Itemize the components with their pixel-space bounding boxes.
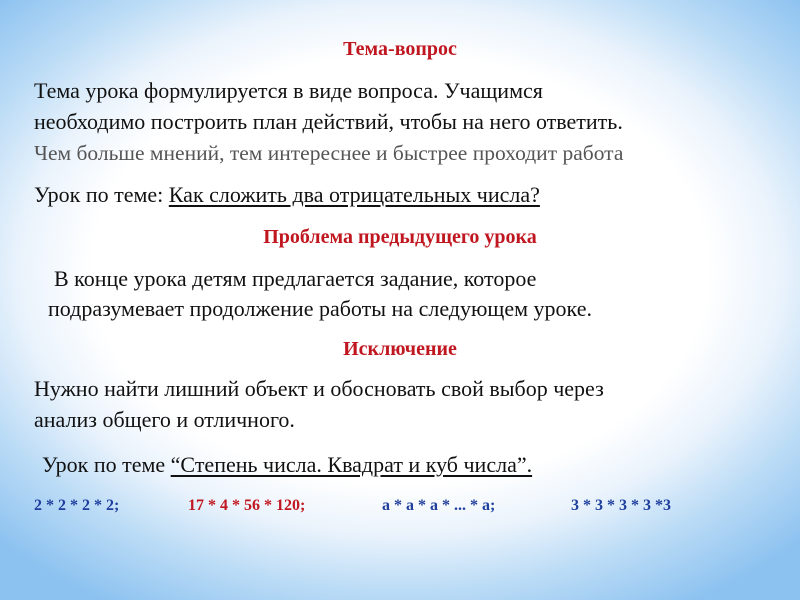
- example-topic: “Степень числа. Квадрат и куб числа”.: [170, 452, 533, 477]
- exclusion-line-2: анализ общего и отличного.: [34, 407, 295, 432]
- topic-question-line-3: Чем больше мнений, тем интереснее и быстрее проходит работа: [34, 141, 624, 165]
- heading-topic-question: Тема-вопрос: [343, 38, 457, 60]
- heading-exclusion: Исключение: [343, 338, 457, 360]
- exclusion-example: [42, 451, 532, 478]
- example-prefix: Урок по теме:: [34, 182, 169, 207]
- topic-question-example: [34, 181, 540, 208]
- heading-previous-lesson-problem: Проблема предыдущего урока: [263, 226, 537, 248]
- formula-2: 17 * 4 * 56 * 120;: [188, 497, 306, 514]
- exclusion-line-1: Нужно найти лишний объект и обосновать свой выбор через: [34, 376, 604, 401]
- example-prefix: Урок по теме: [42, 452, 171, 477]
- formula-3: a * a * a * ... * a;: [382, 497, 496, 514]
- previous-lesson-line-2: подразумевает продолжение работы на следующем уроке.: [48, 296, 592, 321]
- formula-1: 2 * 2 * 2 * 2;: [34, 497, 120, 514]
- topic-question-line-1: Тема урока формулируется в виде вопроса. Учащимся: [34, 78, 543, 103]
- previous-lesson-line-1: В конце урока детям предлагается задание, которое: [54, 266, 537, 291]
- example-topic: Как сложить два отрицательных числа?: [168, 182, 540, 207]
- topic-question-line-2: необходимо построить план действий, чтобы на него ответить.: [34, 109, 623, 134]
- formula-4: 3 * 3 * 3 * 3 *3: [571, 497, 671, 514]
